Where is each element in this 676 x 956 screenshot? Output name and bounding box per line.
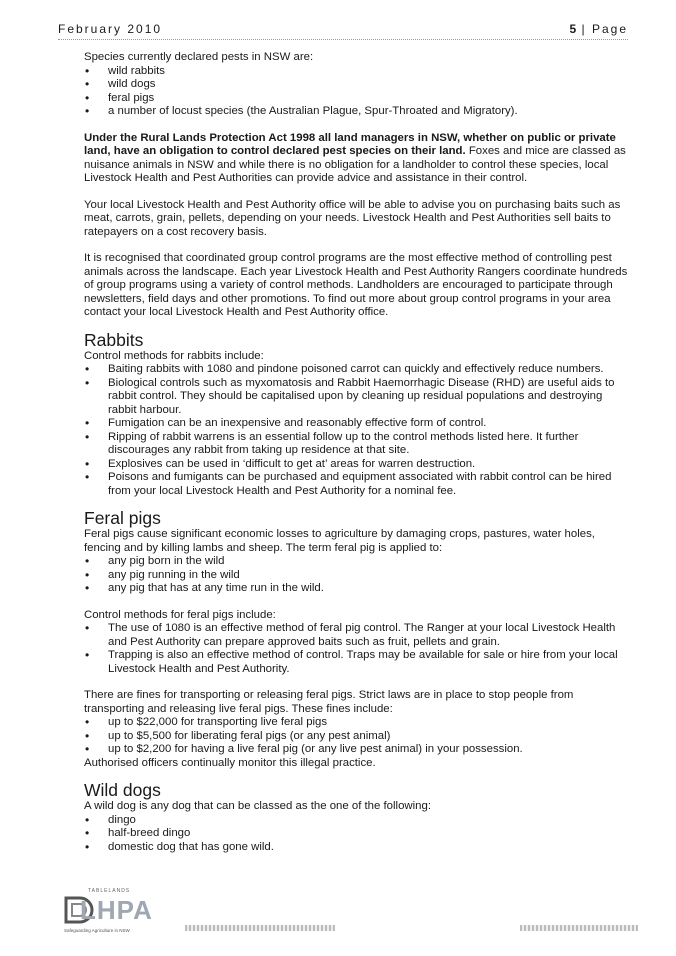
list-item: • wild dogs	[84, 78, 629, 92]
list-item: • any pig that has at any time run in the wild.	[84, 582, 629, 596]
group-programs-paragraph: It is recognised that coordinated group control programs are the most effective method of controlling pest animals across the landscape. Each year Livestock Health and Pest Authority Rangers coordinate hundreds of group programs using a variety of control methods. Landholders are encouraged to participate through newsletters, field days and other promotions. To find out more about group control programs in your area contact your local Livestock Health and Pest Authority office.	[84, 252, 628, 318]
list-item: • Ripping of rabbit warrens is an essential follow up to the control methods listed here. It further discourages any rabbit from taking up residence at that site.	[84, 431, 629, 458]
fines-outro: Authorised officers continually monitor this illegal practice.	[84, 756, 376, 769]
logo-text: LHPA	[80, 895, 153, 925]
page-header	[58, 22, 628, 40]
obligation-text: Foxes and mice are classed as nuisance animals in NSW and while there is no obligation for a landholder to control these species, local Livestock Health and Pest Authorities can provide advice and assistance in their control.	[84, 145, 626, 184]
list-item: • Fumigation can be an inexpensive and reasonably effective form of control.	[84, 417, 629, 431]
header-date: February 2010	[58, 22, 163, 36]
document-body	[84, 51, 629, 854]
fines-intro: There are fines for transporting or releasing feral pigs. Strict laws are in place to stop people from transporting and releasing live feral pigs. These fines include:	[84, 689, 574, 715]
feral-pigs-control-intro: Control methods for feral pigs include:	[84, 608, 276, 621]
list-item: • half-breed dingo	[84, 827, 629, 841]
list-item: • up to $5,500 for liberating feral pigs (or any pest animal)	[84, 730, 629, 744]
rabbits-intro: Control methods for rabbits include:	[84, 349, 264, 362]
list-item: • a number of locust species (the Australian Plague, Spur-Throated and Migratory).	[84, 105, 629, 119]
list-item: • feral pigs	[84, 92, 629, 106]
feral-pigs-intro: Feral pigs cause significant economic losses to agriculture by damaging crops, pastures, water holes, fencing and by killing lambs and sheep. The term feral pig is applied to:	[84, 528, 595, 554]
list-item: • any pig born in the wild	[84, 555, 629, 569]
species-lead: Species currently declared pests in NSW are:	[84, 51, 314, 63]
list-item: • up to $22,000 for transporting live feral pigs	[84, 716, 629, 730]
scan-artifact	[185, 925, 335, 931]
feral-pig-control-list	[84, 622, 629, 676]
rabbits-heading: Rabbits	[84, 329, 144, 350]
scan-artifact	[520, 925, 638, 931]
list-item: • Baiting rabbits with 1080 and pindone poisoned carrot can quickly and effectively reduce numbers.	[84, 363, 629, 377]
header-page-number	[569, 22, 628, 36]
wild-dogs-intro: A wild dog is any dog that can be classed as the one of the following:	[84, 800, 432, 812]
list-item: • wild rabbits	[84, 65, 629, 79]
feral-pig-terms-list	[84, 555, 629, 596]
page-label: | Page	[581, 22, 628, 36]
obligation-paragraph	[84, 132, 629, 186]
header-divider	[58, 39, 628, 40]
list-item: • Explosives can be used in ‘difficult to get at’ areas for warren destruction.	[84, 458, 629, 472]
list-item: • Poisons and fumigants can be purchased and equipment associated with rabbit control can be hired from your local Livestock Health and Pest Authority for a nominal fee.	[84, 471, 629, 498]
list-item: • dingo	[84, 814, 629, 828]
list-item: • domestic dog that has gone wild.	[84, 841, 629, 855]
logo-tagline: Safeguarding Agriculture in NSW	[64, 928, 130, 933]
logo-small-text: TABLELANDS	[88, 888, 131, 894]
fines-list	[84, 716, 629, 757]
lhpa-logo	[60, 888, 170, 940]
species-list	[84, 65, 629, 119]
rabbit-control-list	[84, 363, 629, 498]
wild-dogs-list	[84, 814, 629, 855]
list-item: • The use of 1080 is an effective method of feral pig control. The Ranger at your local Livestock Health and Pest Authority can prepare approved baits such as fruit, pellets and grain.	[84, 622, 629, 649]
wild-dogs-heading: Wild dogs	[84, 780, 161, 800]
list-item: • Trapping is also an effective method of control. Traps may be available for sale or hire from your local Livestock Health and Pest Authority.	[84, 649, 629, 676]
obligation-bold-text: Under the Rural Lands Protection Act 1998 all land managers in NSW, whether on public or private land, have an obligation to control declared pest species on their land.	[84, 131, 616, 157]
page-number: 5	[569, 22, 577, 36]
feral-pigs-heading: Feral pigs	[84, 508, 161, 528]
list-item: • Biological controls such as myxomatosis and Rabbit Haemorrhagic Disease (RHD) are useful aids to rabbit control. They should be capitalised upon by cleaning up residual populations and destroying rabbit harbour.	[84, 377, 629, 418]
list-item: • up to $2,200 for having a live feral pig (or any live pest animal) in your possession.	[84, 743, 629, 757]
list-item: • any pig running in the wild	[84, 569, 629, 583]
baits-paragraph: Your local Livestock Health and Pest Authority office will be able to advise you on purchasing baits such as meat, carrots, grain, pellets, depending on your needs. Livestock Health and Pest Authorities sell baits to ratepayers on a cost recovery basis.	[84, 198, 621, 238]
